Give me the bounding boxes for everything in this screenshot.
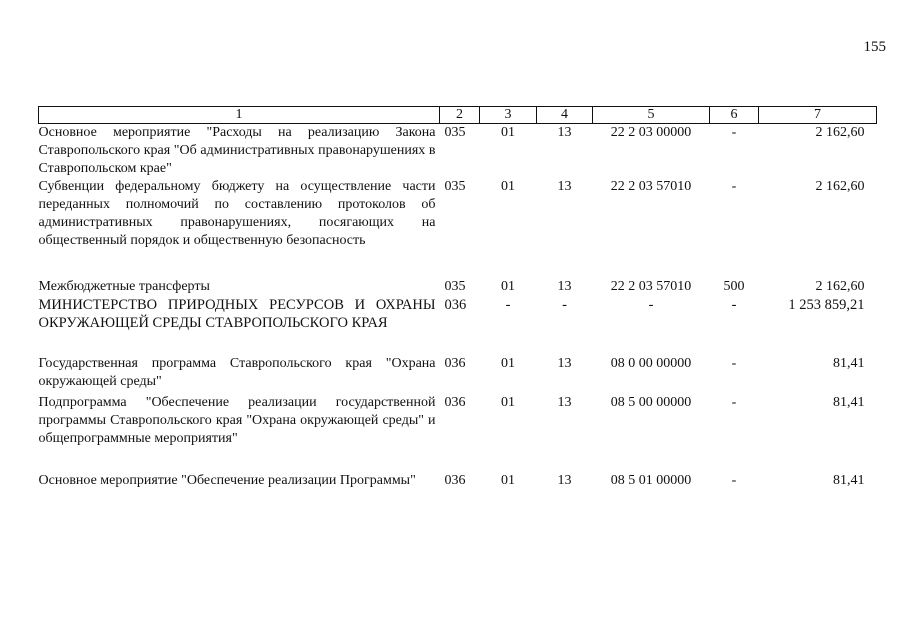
row-amount: 81,41 bbox=[833, 356, 865, 371]
header-col-7: 7 bbox=[759, 107, 877, 124]
row-subsection: - bbox=[562, 297, 567, 313]
table-row bbox=[39, 296, 877, 355]
row-target-code: - bbox=[648, 297, 654, 313]
row-target-code: 22 2 03 57010 bbox=[610, 279, 692, 294]
row-section: 01 bbox=[501, 356, 515, 371]
row-target-code: 22 2 03 57010 bbox=[610, 179, 692, 194]
row-name: МИНИСТЕРСТВО ПРИРОДНЫХ РЕСУРСОВ И ОХРАНЫ ОКРУЖАЮЩЕЙ СРЕДЫ СТАВРОПОЛЬСКОГО КРАЯ bbox=[38, 297, 436, 331]
budget-table bbox=[38, 106, 877, 512]
row-name: Подпрограмма "Обеспечение реализации государственной программы Ставропольского края "Охрана окружающей среды" и общепрограммные мероприятия" bbox=[38, 395, 436, 446]
row-subsection: 13 bbox=[557, 473, 572, 488]
table-row bbox=[39, 278, 877, 296]
row-subsection: 13 bbox=[557, 125, 572, 140]
row-expense-type: - bbox=[731, 297, 737, 313]
row-amount: 81,41 bbox=[833, 395, 865, 410]
row-section: 01 bbox=[501, 279, 515, 294]
row-amount: 1 253 859,21 bbox=[788, 297, 865, 313]
row-section: 01 bbox=[501, 473, 515, 488]
row-subsection: 13 bbox=[557, 395, 572, 410]
row-amount: 2 162,60 bbox=[815, 125, 865, 140]
header-col-5: 5 bbox=[593, 107, 710, 124]
row-expense-type: - bbox=[731, 179, 737, 194]
row-ministry-code: 036 bbox=[444, 473, 466, 488]
header-col-3: 3 bbox=[480, 107, 537, 124]
row-section: - bbox=[505, 297, 511, 313]
row-amount: 2 162,60 bbox=[815, 179, 865, 194]
row-subsection: 13 bbox=[557, 179, 572, 194]
row-ministry-code: 036 bbox=[444, 356, 466, 371]
row-subsection: 13 bbox=[557, 356, 572, 371]
row-ministry-code: 035 bbox=[444, 179, 466, 194]
row-name: Государственная программа Ставропольского края "Охрана окружающей среды" bbox=[38, 356, 436, 389]
table-row bbox=[39, 124, 877, 179]
page-number: 155 bbox=[863, 39, 886, 55]
header-col-6: 6 bbox=[710, 107, 759, 124]
row-expense-type: - bbox=[731, 473, 737, 488]
row-expense-type: - bbox=[731, 395, 737, 410]
row-section: 01 bbox=[501, 125, 515, 140]
row-amount: 81,41 bbox=[833, 473, 865, 488]
row-target-code: 08 5 00 00000 bbox=[610, 395, 692, 410]
table-row bbox=[39, 472, 877, 512]
row-expense-type: - bbox=[731, 125, 737, 140]
row-subsection: 13 bbox=[557, 279, 572, 294]
table-row bbox=[39, 355, 877, 394]
row-name: Межбюджетные трансферты bbox=[38, 279, 210, 294]
header-row bbox=[39, 107, 877, 124]
row-name: Субвенции федеральному бюджету на осуществление части переданных полномочий по составлению протоколов об административных правонарушениях, посягающих на общественный порядок и общественную безопасность bbox=[38, 179, 436, 248]
header-col-4: 4 bbox=[537, 107, 593, 124]
row-name: Основное мероприятие "Расходы на реализацию Закона Ставропольского края "Об административных правонарушениях в Ставропольском крае" bbox=[38, 125, 436, 176]
row-section: 01 bbox=[501, 179, 515, 194]
row-ministry-code: 036 bbox=[444, 297, 467, 313]
header-col-2: 2 bbox=[440, 107, 480, 124]
row-amount: 2 162,60 bbox=[815, 279, 865, 294]
row-section: 01 bbox=[501, 395, 515, 410]
row-ministry-code: 036 bbox=[444, 395, 466, 410]
table-row bbox=[39, 394, 877, 472]
row-target-code: 08 5 01 00000 bbox=[610, 473, 692, 488]
row-target-code: 22 2 03 00000 bbox=[610, 125, 692, 140]
row-ministry-code: 035 bbox=[444, 279, 466, 294]
table-row bbox=[39, 178, 877, 278]
row-target-code: 08 0 00 00000 bbox=[610, 356, 692, 371]
row-name: Основное мероприятие "Обеспечение реализации Программы" bbox=[38, 473, 416, 488]
row-expense-type: - bbox=[731, 356, 737, 371]
row-expense-type: 500 bbox=[723, 279, 745, 294]
header-col-1: 1 bbox=[39, 107, 440, 124]
row-ministry-code: 035 bbox=[444, 125, 466, 140]
